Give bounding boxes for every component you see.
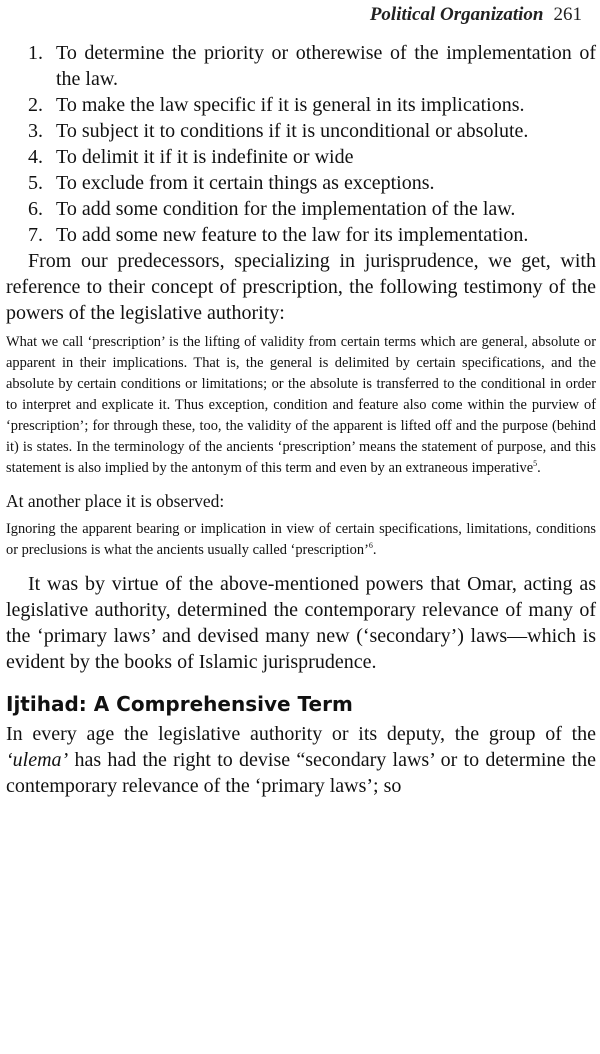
list-text: To make the law specific if it is general in its implications. [56, 94, 525, 116]
list-item [6, 118, 596, 144]
text-run: In every age the legislative authority or its deputy, the group of the [6, 723, 596, 745]
quote-text: Ignoring the apparent bearing or implication in view of certain specifications, limitations, conditions or preclusions is what the ancients usually called ‘prescription’ [6, 521, 596, 558]
page-content [6, 40, 596, 799]
quote-text: What we call ‘prescription’ is the lifting of validity from certain terms which are general, absolute or apparent in their implications. That is, the general is delimited by certain specifications, and the absolute by certain conditions or limitations; or the absolute is transferred to the conditional in order to interpret and explicate it. Thus exception, condition and feature also come within the purview of ‘prescription’; for through these, too, the validity of the apparent is lifted off and the purpose (behind it) is states. In the terminology of the ancients ‘prescription’ means the statement of purpose, and this statement is also implied by the antonym of this term and even by an extraneous imperative [6, 334, 596, 476]
list-text: To subject it to conditions if it is unconditional or absolute. [56, 120, 529, 142]
paragraph-predecessors: From our predecessors, specializing in jurisprudence, we get, with reference to their concept of prescription, the following testimony of the powers of the legislative authority: [6, 250, 596, 324]
text-run: has had the right to devise “secondary laws’ or to determine the contemporary relevance of the ‘primary laws’; so [6, 749, 596, 797]
list-number: 6. [28, 198, 43, 220]
list-text: To add some condition for the implementation of the law. [56, 198, 516, 220]
list-item [6, 40, 596, 92]
list-text: To determine the priority or otherewise of the implementation of the law. [56, 42, 596, 90]
list-number: 4. [28, 146, 43, 168]
list-number: 7. [28, 224, 43, 246]
list-text: To exclude from it certain things as exceptions. [56, 172, 435, 194]
paragraph-legislative [6, 721, 596, 799]
list-item [6, 92, 596, 118]
list-number: 2. [28, 94, 43, 116]
list-text: To delimit it if it is indefinite or wide [56, 146, 354, 168]
lead-in-text: At another place it is observed: [6, 491, 225, 511]
powers-list [6, 40, 596, 248]
list-number: 3. [28, 120, 43, 142]
block-quote-prescription: What we call ‘prescription’ is the lifting of validity from certain terms which are general, absolute or apparent in their implications. That is, the general is delimited by certain specifications, and the absolute by certain conditions or limitations; or the absolute is transferred to the conditional in order to interpret and explicate it. Thus exception, condition and feature also come within the purview of ‘prescription’; for through these, too, the validity of the apparent is lifted off and the purpose (behind it) is states. In the terminology of the ancients ‘prescription’ means the statement of purpose, and this statement is also implied by the antonym of this term and even by an extraneous imperative$^5$. [6, 334, 596, 476]
list-item [6, 196, 596, 222]
list-number: 5. [28, 172, 43, 194]
paragraph-omar: It was by virtue of the above-mentioned powers that Omar, acting as legislative authority, determined the contemporary relevance of many of the ‘primary laws’ and devised many new (‘secondary’) laws—which is evident by the books of Islamic jurisprudence. [6, 573, 596, 673]
running-header [370, 4, 582, 26]
list-number: 1. [28, 42, 43, 64]
list-item [6, 144, 596, 170]
ulema-term: ‘ulema’ [6, 749, 69, 771]
block-quote-ignoring: Ignoring the apparent bearing or implication in view of certain specifications, limitations, conditions or preclusions is what the ancients usually called ‘prescription’$^6$. [6, 521, 596, 558]
running-title: Political Organization [369, 4, 544, 25]
footnote-ref: 6 [368, 541, 373, 551]
section-heading: Ijtihad: A Comprehensive Term [6, 692, 353, 716]
list-item [6, 170, 596, 196]
page-number: 261 [553, 4, 582, 25]
list-item [6, 222, 596, 248]
list-text: To add some new feature to the law for its implementation. [56, 224, 529, 246]
footnote-ref: 5 [533, 459, 538, 469]
